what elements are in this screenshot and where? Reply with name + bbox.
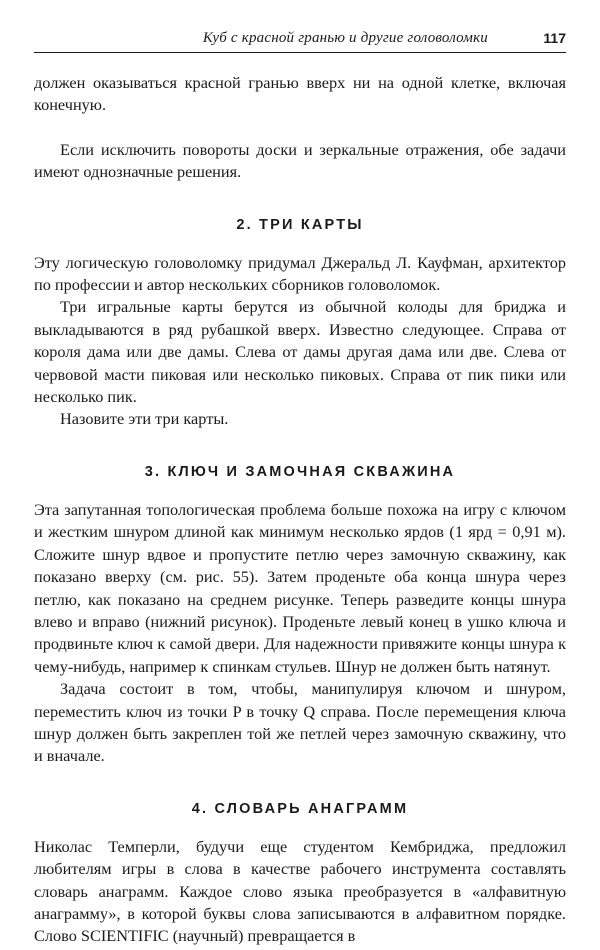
- running-header: [34, 30, 566, 53]
- paragraph-three-cards-rules: Три игральные карты берутся из обычной колоды для бриджа и выкладываются в ряд рубашкой вверх. Известно следующее. Справа от короля дама или две дамы. Слева от дамы другая дама или две. Слева от червовой масти пиковая или несколько пиковых. Справа от пик пики или несколько пик.: [34, 297, 566, 407]
- paragraph-three-cards-question: Назовите эти три карты.: [60, 409, 229, 429]
- section-heading-anagram-dictionary: 4. СЛОВАРЬ АНАГРАММ: [191, 800, 409, 817]
- running-title: Куб с красной гранью и другие головоломки: [202, 30, 488, 46]
- paragraph-three-cards-intro: Эту логическую головоломку придумал Джеральд Л. Кауфман, архитектор по профессии и автор нескольких сборников головоломок.: [34, 252, 566, 295]
- paragraph-key-keyhole-task: Задача состоит в том, чтобы, манипулируя ключом и шнуром, переместить ключ из точки P в точку Q справа. После перемещения ключа шнур должен быть закреплен той же петлей через замочную скважину, что и вначале.: [34, 679, 566, 766]
- paragraph-key-keyhole-setup: Эта запутанная топологическая проблема больше похожа на игру с ключом и жестким шнуром длиной как минимум несколько ярдов (1 ярд = 0,91 м). Сложите шнур вдвое и пропустите петлю через замочную скважину, как показано вверху (см. рис. 55). Затем проденьте оба конца шнура через петлю, как показано на среднем рисунке. Теперь разведите концы шнура влево и вправо (нижний рисунок). Проденьте левый конец в ушко ключа и продвиньте ключ к самой двери. Для надежности привяжите концы шнура к чему-нибудь, например к спинкам стульев. Шнур не должен быть натянут.: [34, 499, 566, 676]
- page-number: 117: [543, 30, 566, 46]
- section-heading-key-keyhole: 3. КЛЮЧ И ЗАМОЧНАЯ СКВАЖИНА: [144, 463, 456, 480]
- paragraph-summary: Если исключить повороты доски и зеркальные отражения, обе задачи имеют однозначные решения.: [34, 139, 566, 182]
- section-heading-three-cards: 2. ТРИ КАРТЫ: [236, 216, 364, 233]
- paragraph-continuation: должен оказываться красной гранью вверх ни на одной клетке, включая конечную.: [34, 73, 566, 115]
- paragraph-anagram-dictionary: Николас Темперли, будучи еще студентом Кембриджа, предложил любителям игры в слова в качестве рабочего инструмента составлять словарь анаграмм. Каждое слово языка преобразуется в «алфавитную анаграмму», в которой буквы слова записываются в алфавитном порядке. Слово SCIENTIFIC (научный) превращается в: [34, 836, 566, 946]
- page-body: [34, 72, 566, 948]
